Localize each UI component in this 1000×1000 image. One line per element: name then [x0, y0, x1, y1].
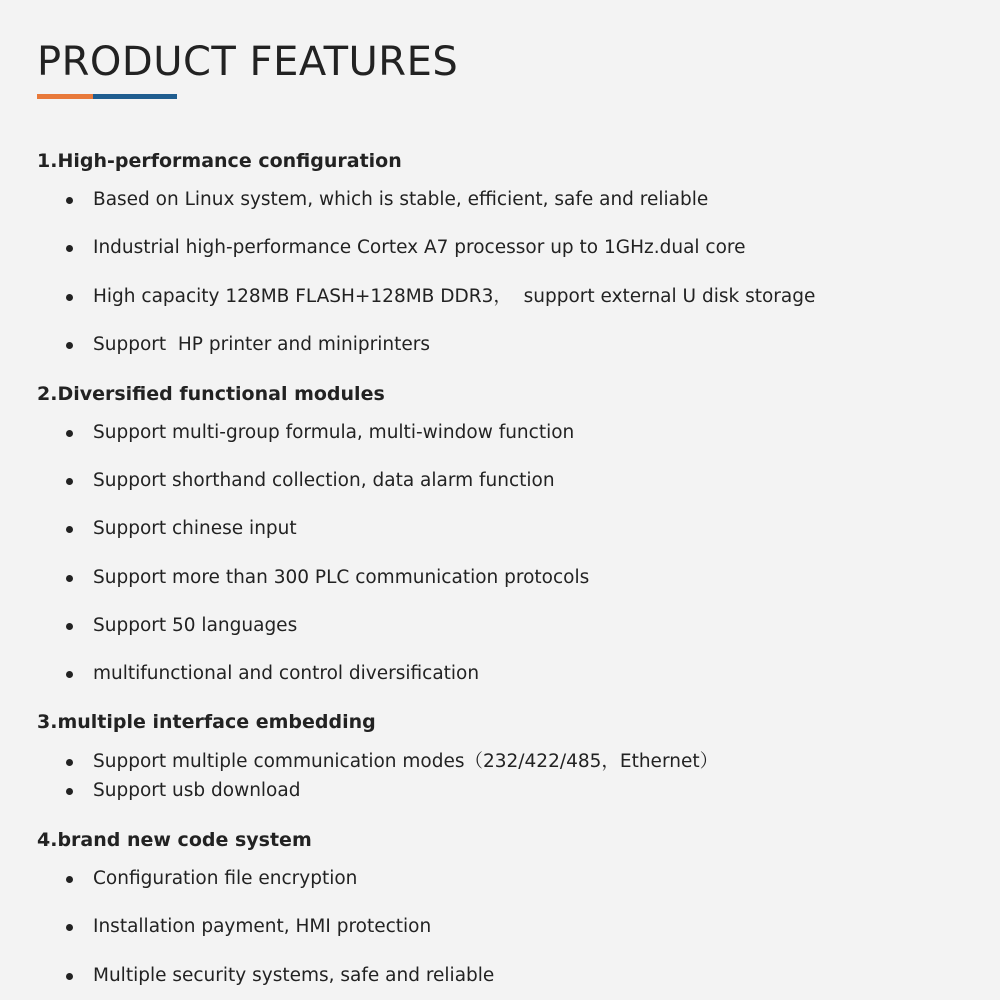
list-item: Support HP printer and miniprinters — [66, 332, 78, 410]
bullet-icon — [66, 245, 73, 252]
list-item: Configuration file encryption — [66, 866, 78, 944]
list-item: Support multiple communication modes（232/422/485，Ethernet） — [66, 749, 78, 827]
bullet-icon — [66, 575, 73, 582]
bullet-icon — [66, 876, 73, 883]
section-heading-1: 1.High-performance configuration — [37, 150, 402, 172]
list-item: Support usb download — [66, 778, 78, 856]
bullet-icon — [66, 623, 73, 630]
list-item: Support more than 300 PLC communication protocols — [66, 565, 78, 643]
bullet-icon — [66, 294, 73, 301]
list-item: Installation payment, HMI protection — [66, 914, 78, 992]
underline-orange-segment — [37, 94, 93, 99]
page-title: PRODUCT FEATURES — [37, 39, 459, 85]
bullet-icon — [66, 430, 73, 437]
bullet-icon — [66, 526, 73, 533]
section-heading-3: 3.multiple interface embedding — [37, 711, 376, 733]
list-item: Multiple security systems, safe and reliable — [66, 963, 78, 1000]
list-item: Support multi-group formula, multi-window function — [66, 420, 78, 498]
bullet-icon — [66, 478, 73, 485]
bullet-icon — [66, 197, 73, 204]
title-underline — [37, 94, 177, 99]
bullet-icon — [66, 788, 73, 795]
underline-blue-segment — [93, 94, 177, 99]
list-item: multifunctional and control diversification — [66, 661, 78, 739]
bullet-icon — [66, 342, 73, 349]
list-item: Support 50 languages — [66, 613, 78, 691]
section-heading-2: 2.Diversified functional modules — [37, 383, 385, 405]
bullet-icon — [66, 973, 73, 980]
section-heading-4: 4.brand new code system — [37, 829, 312, 851]
list-item: Support chinese input — [66, 516, 78, 594]
bullet-icon — [66, 671, 73, 678]
list-item: Support shorthand collection, data alarm function — [66, 468, 78, 546]
list-item: Based on Linux system, which is stable, efficient, safe and reliable — [66, 187, 78, 265]
list-item: High capacity 128MB FLASH+128MB DDR3， support external U disk storage — [66, 284, 78, 362]
bullet-icon — [66, 924, 73, 931]
list-item: Industrial high-performance Cortex A7 processor up to 1GHz.dual core — [66, 235, 78, 313]
bullet-icon — [66, 759, 73, 766]
